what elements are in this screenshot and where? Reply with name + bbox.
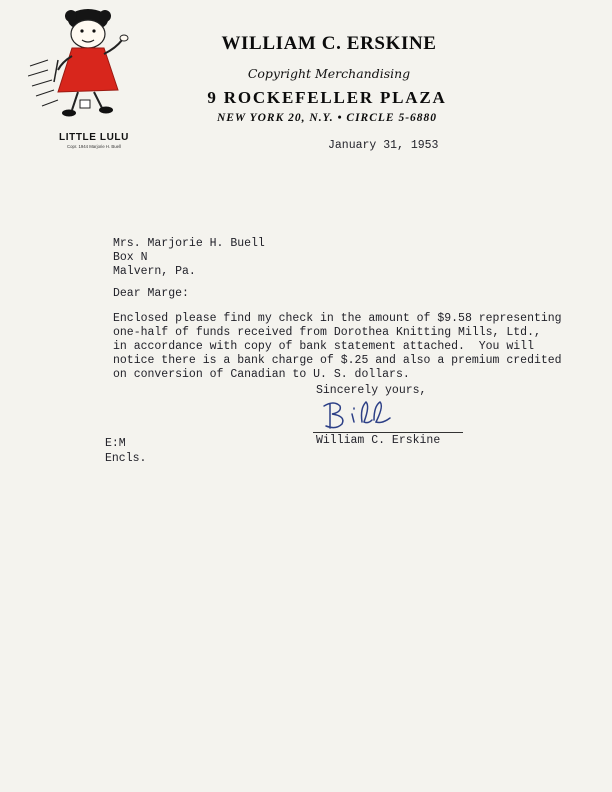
recipient-line: Mrs. Marjorie H. Buell xyxy=(113,237,265,250)
signer-name: William C. Erskine xyxy=(316,434,441,447)
mascot-name: LITTLE LULU xyxy=(59,132,129,143)
closing: Sincerely yours, xyxy=(316,384,427,397)
letterhead-address: 9 ROCKEFELLER PLAZA xyxy=(207,88,447,107)
recipient-line: Malvern, Pa. xyxy=(113,265,196,278)
body-line: on conversion of Canadian to U. S. dollars. xyxy=(113,368,410,381)
letter-date: January 31, 1953 xyxy=(328,139,439,152)
signature-rule xyxy=(313,432,463,433)
recipient-address xyxy=(113,237,265,279)
body-line: in accordance with copy of bank statement attached. You will xyxy=(113,340,534,353)
mascot-copyright: Copr. 1944 Marjorie H. Buell xyxy=(67,144,121,149)
mascot-caption xyxy=(44,132,144,149)
salutation: Dear Marge: xyxy=(113,287,189,300)
recipient-line: Box N xyxy=(113,251,148,264)
letter-body xyxy=(113,312,562,382)
enclosure-note: Encls. xyxy=(105,452,147,465)
letterhead-city-line: NEW YORK 20, N.Y. • CIRCLE 5-6880 xyxy=(216,112,438,124)
body-line: one-half of funds received from Dorothea Knitting Mills, Ltd., xyxy=(113,326,541,339)
letterhead-name: WILLIAM C. ERSKINE xyxy=(221,33,437,54)
little-lulu-logo xyxy=(28,4,136,130)
body-line: Enclosed please find my check in the amount of $9.58 representing xyxy=(113,312,562,325)
body-line: notice there is a bank charge of $.25 and also a premium credited xyxy=(113,354,562,367)
speed-lines xyxy=(28,60,58,106)
letterhead-subtitle: Copyright Merchandising xyxy=(247,66,411,81)
handwritten-signature xyxy=(318,398,408,432)
typist-initials: E:M xyxy=(105,437,126,450)
